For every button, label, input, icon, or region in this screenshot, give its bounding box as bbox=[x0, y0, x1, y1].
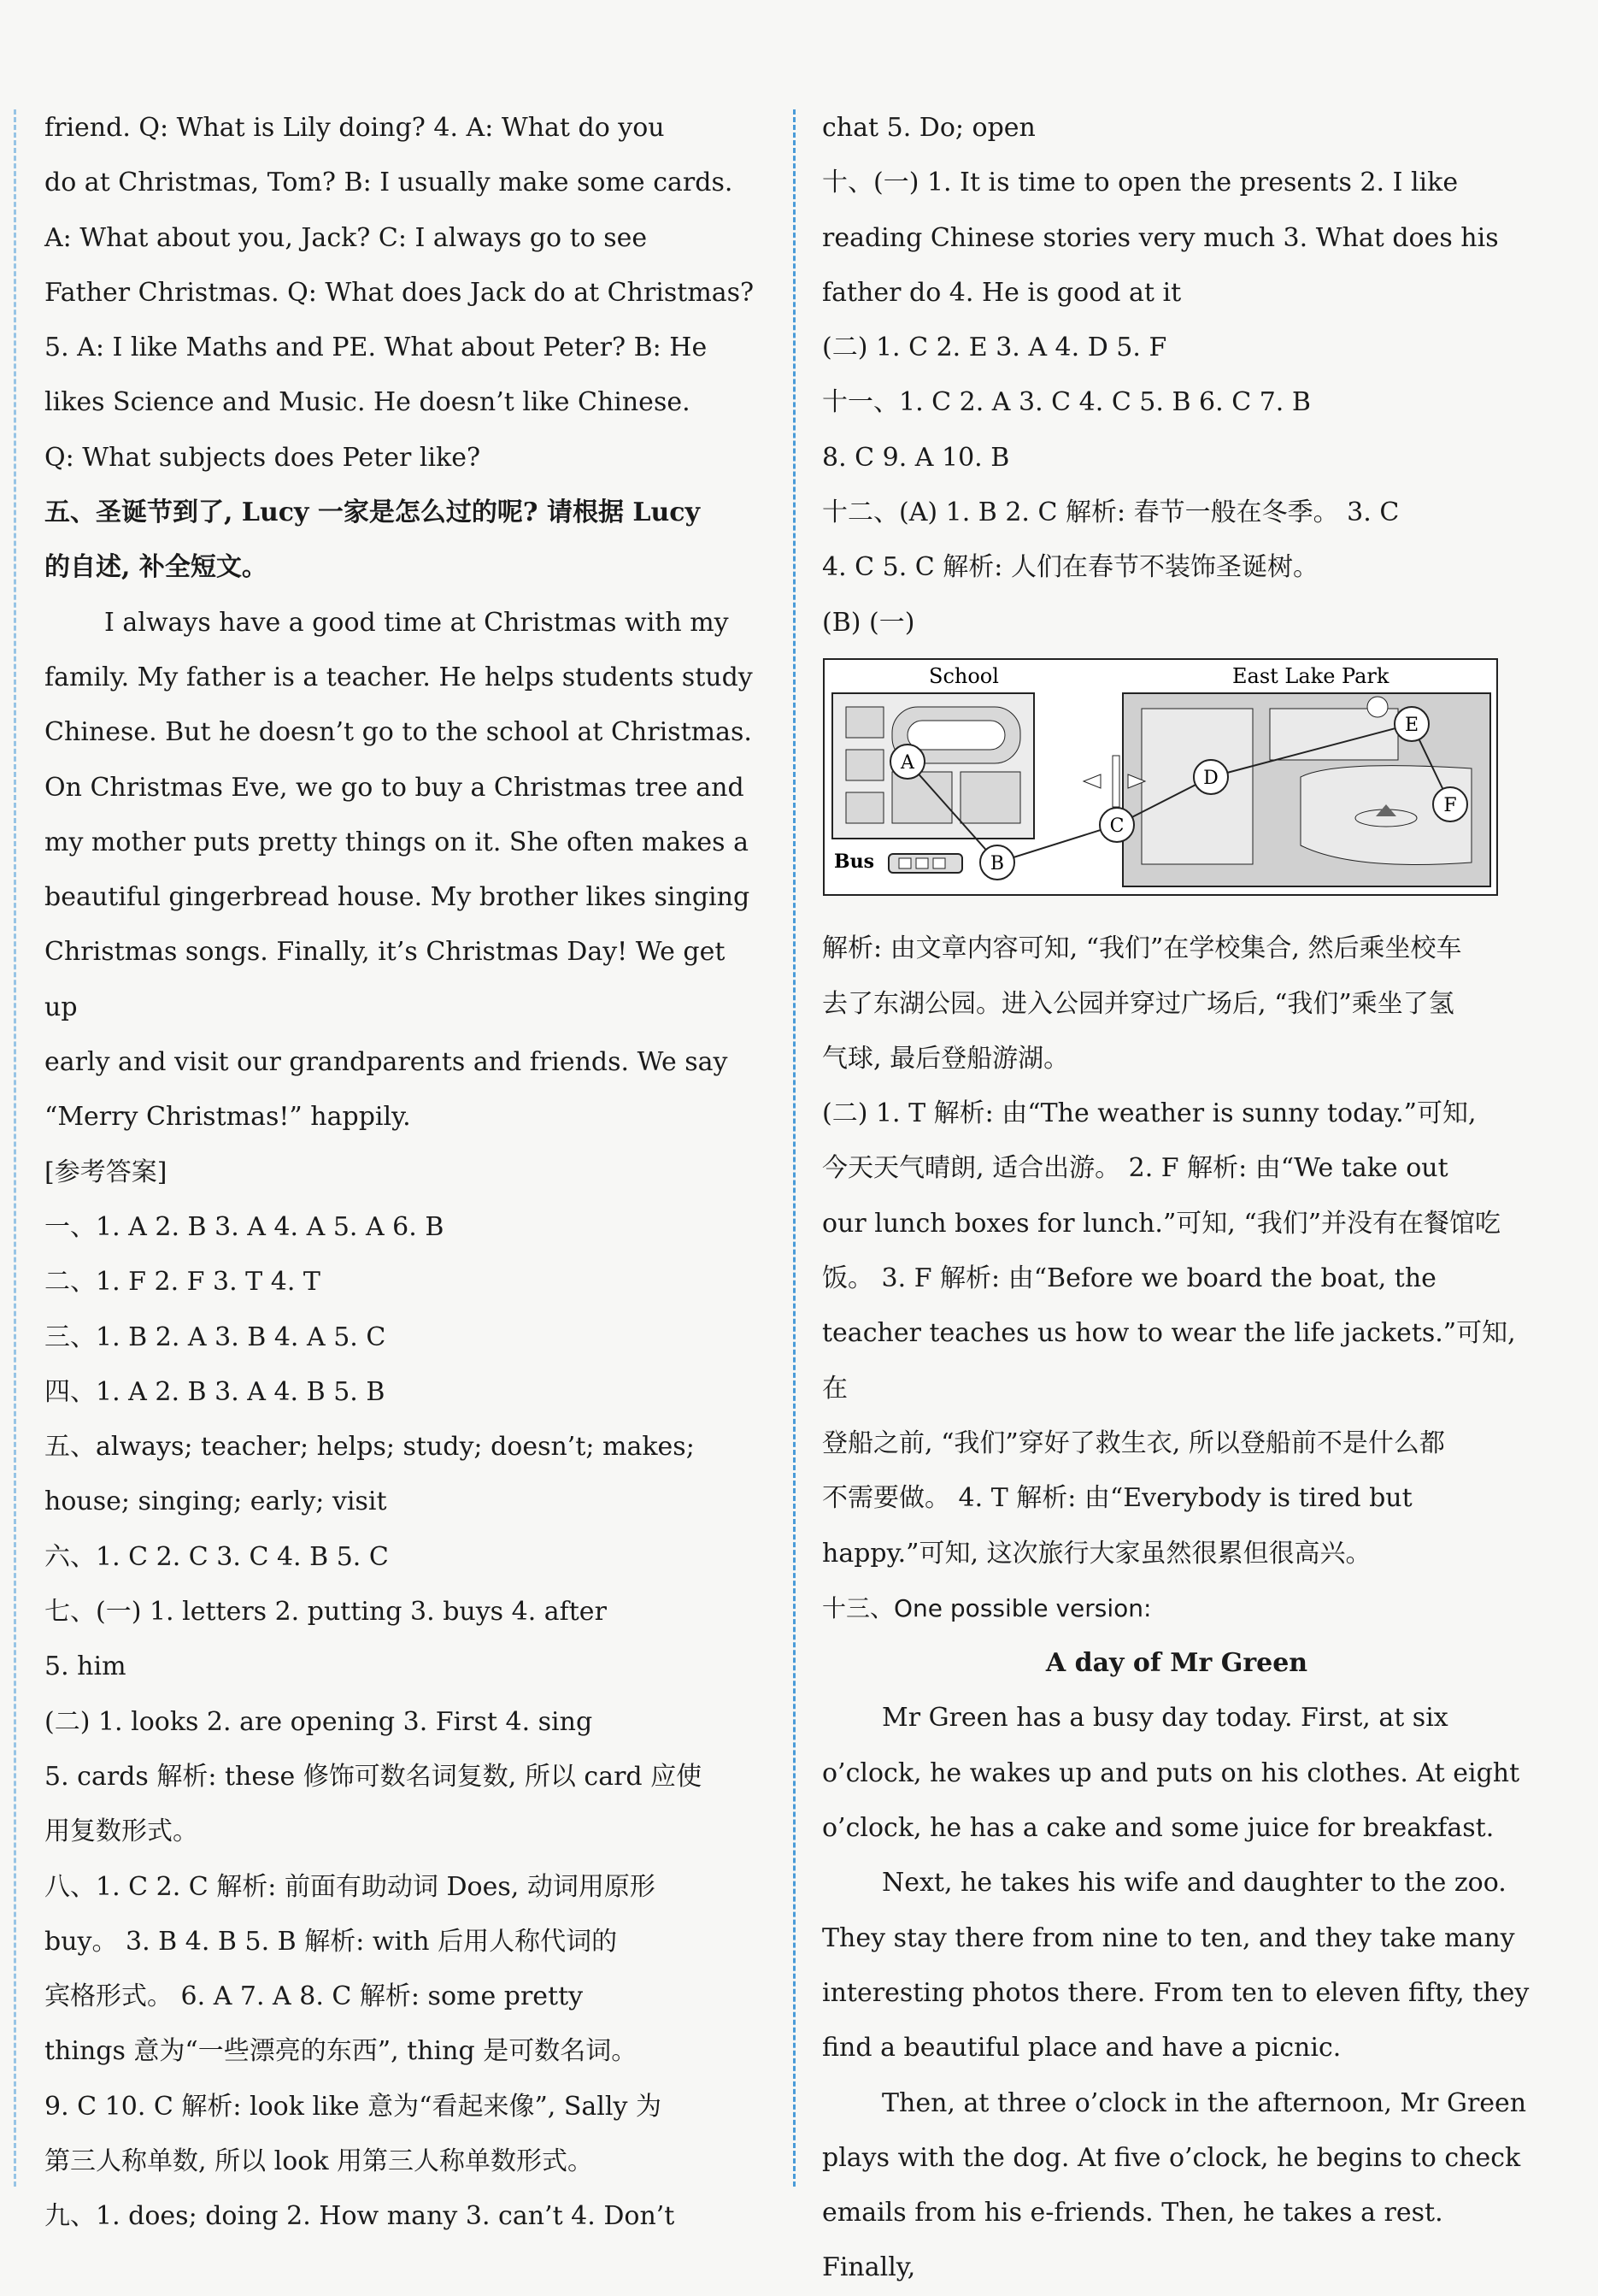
column-divider bbox=[793, 109, 796, 2187]
svg-text:B: B bbox=[990, 852, 1005, 874]
map-park-label: East Lake Park bbox=[1232, 663, 1389, 688]
left-text-line: 九、1. does; doing 2. How many 3. can’t 4. Don’t bbox=[44, 2201, 675, 2232]
left-text-line: 五、always; teacher; helps; study; doesn’t; makes; bbox=[44, 1432, 695, 1463]
left-text-line: (二) 1. looks 2. are opening 3. First 4. sing bbox=[44, 1706, 593, 1737]
left-text-line: 5. him bbox=[44, 1651, 126, 1682]
left-text-line: On Christmas Eve, we go to buy a Christmas tree and bbox=[44, 772, 744, 803]
right-text-line: They stay there from nine to ten, and they take many bbox=[822, 1922, 1515, 1953]
left-text-line: likes Science and Music. He doesn’t like Chinese. bbox=[44, 387, 690, 418]
right-text-line: plays with the dog. At five o’clock, he begins to check bbox=[822, 2142, 1521, 2173]
left-text-line: things 意为“一些漂亮的东西”, thing 是可数名词。 bbox=[44, 2036, 637, 2067]
right-text-line: interesting photos there. From ten to eleven fifty, they bbox=[822, 1977, 1530, 2008]
right-text-line: o’clock, he wakes up and puts on his clothes. At eight bbox=[822, 1757, 1520, 1788]
right-text-line: Mr Green has a busy day today. First, at six bbox=[882, 1703, 1448, 1734]
right-text-line: our lunch boxes for lunch.”可知, “我们”并没有在餐馆吃 bbox=[822, 1208, 1501, 1239]
left-text-line: 二、1. F 2. F 3. T 4. T bbox=[44, 1267, 320, 1298]
right-text-line: 饭。 3. F 解析: 由“Before we board the boat, the bbox=[822, 1263, 1436, 1294]
right-text-line: 今天天气晴朗, 适合出游。 2. F 解析: 由“We take out bbox=[822, 1153, 1448, 1184]
right-column bbox=[822, 101, 1531, 2296]
right-text-line: (二) 1. C 2. E 3. A 4. D 5. F bbox=[822, 333, 1167, 363]
left-text-line: beautiful gingerbread house. My brother likes singing bbox=[44, 882, 750, 913]
svg-text:C: C bbox=[1109, 815, 1125, 837]
right-text-line: find a beautiful place and have a picnic. bbox=[822, 2033, 1342, 2063]
left-text-line: friend. Q: What is Lily doing? 4. A: What do you bbox=[44, 113, 665, 143]
map-node-c bbox=[1100, 808, 1134, 842]
left-text-line: 八、1. C 2. C 解析: 前面有助动词 Does, 动词用原形 bbox=[44, 1871, 655, 1902]
left-text-line: house; singing; early; visit bbox=[44, 1487, 387, 1517]
right-text-line: father do 4. He is good at it bbox=[822, 277, 1182, 308]
left-text-line: Father Christmas. Q: What does Jack do at Christmas? bbox=[44, 277, 755, 308]
right-text-line: 十一、1. C 2. A 3. C 4. C 5. B 6. C 7. B bbox=[822, 387, 1311, 418]
left-text-line: 六、1. C 2. C 3. C 4. B 5. C bbox=[44, 1541, 389, 1572]
right-text-line: 十二、(A) 1. B 2. C 解析: 春节一般在冬季。 3. C bbox=[822, 497, 1400, 528]
map-node-b bbox=[980, 845, 1014, 880]
map-bus-label: Bus bbox=[834, 850, 874, 873]
left-text-line: 四、1. A 2. B 3. A 4. B 5. B bbox=[44, 1376, 385, 1407]
right-text-line: 8. C 9. A 10. B bbox=[822, 442, 1010, 473]
left-text-line: 五、圣诞节到了, Lucy 一家是怎么过的呢? 请根据 Lucy bbox=[44, 497, 701, 528]
left-text-line: 的自述, 补全短文。 bbox=[44, 552, 267, 583]
left-text-line: 宾格形式。 6. A 7. A 8. C 解析: some pretty bbox=[44, 1981, 584, 2012]
left-text-line: do at Christmas, Tom? B: I usually make some cards. bbox=[44, 168, 733, 198]
left-text-line: 用复数形式。 bbox=[44, 1816, 198, 1847]
right-text-line: o’clock, he has a cake and some juice for breakfast. bbox=[822, 1813, 1495, 1844]
right-text-line: emails from his e-friends. Then, he takes a rest. Finally, bbox=[822, 2198, 1443, 2283]
right-text-line: 去了东湖公园。进入公园并穿过广场后, “我们”乘坐了氢 bbox=[822, 988, 1454, 1019]
route-map bbox=[822, 657, 1531, 916]
left-text-line: family. My father is a teacher. He helps students study bbox=[44, 662, 753, 692]
left-text-line: “Merry Christmas!” happily. bbox=[44, 1102, 411, 1133]
right-text-line: reading Chinese stories very much 3. What does his bbox=[822, 222, 1499, 253]
right-text-line: Next, he takes his wife and daughter to the zoo. bbox=[882, 1868, 1507, 1899]
right-text-line: teacher teaches us how to wear the life jackets.”可知, 在 bbox=[822, 1318, 1516, 1404]
left-text-line: A: What about you, Jack? C: I always go to see bbox=[44, 222, 648, 253]
left-text-line: 一、1. A 2. B 3. A 4. A 5. A 6. B bbox=[44, 1211, 444, 1242]
right-text-line: A day of Mr Green bbox=[1045, 1648, 1308, 1679]
right-text-line: chat 5. Do; open bbox=[822, 113, 1036, 143]
left-column bbox=[44, 101, 764, 2245]
left-text-line: early and visit our grandparents and friends. We say bbox=[44, 1047, 728, 1078]
right-text-line: 气球, 最后登船游湖。 bbox=[822, 1043, 1070, 1074]
svg-text:D: D bbox=[1203, 767, 1219, 789]
right-text-line: 登船之前, “我们”穿好了救生衣, 所以登船前不是什么都 bbox=[822, 1428, 1445, 1458]
balloon-icon bbox=[1367, 697, 1388, 717]
left-text-line: 七、(一) 1. letters 2. putting 3. buys 4. after bbox=[44, 1597, 607, 1628]
left-text-line: my mother puts pretty things on it. She often makes a bbox=[44, 827, 749, 857]
right-text-line: (B) (一) bbox=[822, 607, 915, 638]
svg-text:F: F bbox=[1443, 794, 1457, 816]
right-text-line: Then, at three o’clock in the afternoon, Mr Green bbox=[882, 2087, 1527, 2118]
page-edge-dash bbox=[14, 109, 16, 2187]
svg-text:E: E bbox=[1404, 714, 1419, 736]
left-text-line: 9. C 10. C 解析: look like 意为“看起来像”, Sally 为 bbox=[44, 2091, 661, 2122]
left-text-line: Q: What subjects does Peter like? bbox=[44, 442, 481, 473]
map-node-e bbox=[1395, 707, 1429, 741]
right-text-line: 4. C 5. C 解析: 人们在春节不装饰圣诞树。 bbox=[822, 552, 1319, 583]
right-top-text bbox=[822, 101, 1531, 651]
right-text-line: happy.”可知, 这次旅行大家虽然很累但很高兴。 bbox=[822, 1538, 1372, 1569]
right-bottom-text bbox=[822, 921, 1531, 2295]
svg-text:A: A bbox=[901, 751, 914, 774]
left-text-line: 三、1. B 2. A 3. B 4. A 5. C bbox=[44, 1322, 386, 1352]
right-text-line: 解析: 由文章内容可知, “我们”在学校集合, 然后乘坐校车 bbox=[822, 933, 1462, 964]
left-text-line: 5. A: I like Maths and PE. What about Peter? B: He bbox=[44, 333, 708, 363]
left-text-line: Chinese. But he doesn’t go to the school at Christmas. bbox=[44, 717, 752, 748]
right-text-line: 十三、One possible version: bbox=[822, 1593, 1152, 1622]
map-node-d bbox=[1194, 760, 1228, 794]
map-school-label: School bbox=[929, 663, 999, 688]
map-node-a bbox=[890, 745, 925, 779]
left-text-line: I always have a good time at Christmas with my bbox=[104, 607, 729, 638]
left-text-line: 5. cards 解析: these 修饰可数名词复数, 所以 card 应使 bbox=[44, 1761, 702, 1792]
map-node-f bbox=[1433, 787, 1467, 821]
right-text-line: 十、(一) 1. It is time to open the presents 2. I like bbox=[822, 168, 1459, 198]
right-text-line: (二) 1. T 解析: 由“The weather is sunny today.”可知, bbox=[822, 1098, 1477, 1129]
left-text-line: buy。 3. B 4. B 5. B 解析: with 后用人称代词的 bbox=[44, 1926, 618, 1957]
left-text-line: [参考答案] bbox=[44, 1157, 167, 1187]
left-text-line: Christmas songs. Finally, it’s Christmas Day! We get up bbox=[44, 937, 726, 1022]
route-map-figure bbox=[822, 657, 1499, 897]
right-text-line: 不需要做。 4. T 解析: 由“Everybody is tired but bbox=[822, 1483, 1413, 1514]
left-text-line: 第三人称单数, 所以 look 用第三人称单数形式。 bbox=[44, 2146, 594, 2176]
park-gate bbox=[1113, 756, 1119, 807]
